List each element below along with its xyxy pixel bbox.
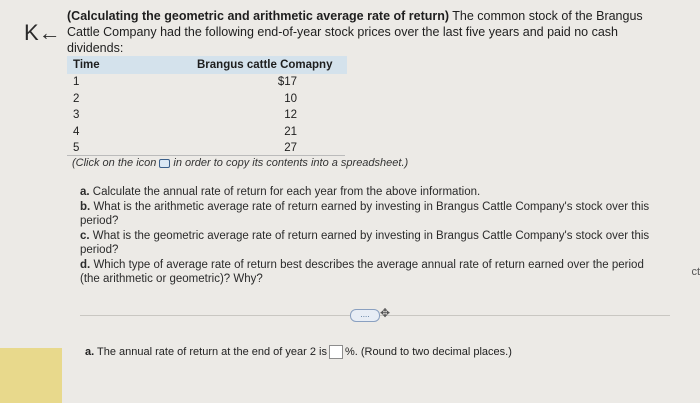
- side-text: ct: [691, 266, 700, 278]
- question-parts: [80, 185, 650, 287]
- table-row: [67, 74, 347, 91]
- part-letter: d.: [80, 259, 91, 271]
- cell-time: 1: [73, 76, 80, 89]
- part-letter: c.: [80, 230, 90, 242]
- part-a: [80, 185, 650, 199]
- cell-price: 10: [284, 92, 297, 105]
- part-b: [80, 200, 650, 228]
- table-row: [67, 91, 347, 108]
- cell-price: 27: [284, 142, 297, 155]
- question-body: The common stock of the Brangus Cattle Company had the following end-of-year stock prices over the last five years and paid no cash dividends:: [67, 9, 643, 55]
- part-d: [80, 258, 650, 286]
- copy-note: [72, 157, 408, 169]
- cell-time: 4: [73, 125, 80, 138]
- table-row: [67, 107, 347, 124]
- part-text: Calculate the annual rate of return for each year from the above information.: [92, 186, 481, 198]
- question-title: (Calculating the geometric and arithmetic average rate of return): [67, 9, 450, 23]
- table-divider: [67, 155, 345, 156]
- part-c: [80, 229, 650, 257]
- answer-letter: a.: [85, 345, 95, 358]
- table-row: [67, 124, 347, 141]
- part-text: Which type of average rate of return best describes the average annual rate of return earned over the period (the arithmetic or geometric)? Why?: [80, 259, 644, 285]
- left-panel-strip: [0, 348, 62, 403]
- cell-price: 21: [284, 125, 297, 138]
- copy-note-after: in order to copy its contents into a spreadsheet.): [173, 157, 409, 169]
- question-text: [67, 8, 657, 56]
- stock-price-table: [67, 56, 347, 157]
- cell-time: 3: [73, 109, 80, 122]
- part-letter: a.: [80, 186, 90, 198]
- answer-instructions: %. (Round to two decimal places.): [344, 345, 512, 358]
- copy-note-before: (Click on the icon: [72, 157, 157, 169]
- cell-price: 12: [284, 109, 297, 122]
- cell-time: 5: [73, 142, 80, 155]
- table-header: [67, 56, 347, 74]
- answer-prompt: The annual rate of return at the end of year 2 is: [97, 345, 327, 358]
- spreadsheet-copy-icon[interactable]: [159, 159, 170, 168]
- header-company: Brangus cattle Comapny: [197, 59, 333, 71]
- back-button[interactable]: K←: [24, 20, 61, 45]
- move-icon[interactable]: ✥: [380, 306, 391, 320]
- part-text: What is the geometric average rate of return earned by investing in Brangus Cattle Company's stock over this period?: [80, 230, 650, 256]
- part-text: What is the arithmetic average rate of return earned by investing in Brangus Cattle Company's stock over this period?: [80, 201, 650, 227]
- answer-input[interactable]: [329, 345, 343, 359]
- answer-line: [85, 345, 512, 359]
- cell-price: $17: [277, 76, 297, 89]
- part-letter: b.: [80, 201, 91, 213]
- expand-button[interactable]: ....: [350, 309, 380, 322]
- header-time: Time: [73, 59, 100, 71]
- cell-time: 2: [73, 92, 80, 105]
